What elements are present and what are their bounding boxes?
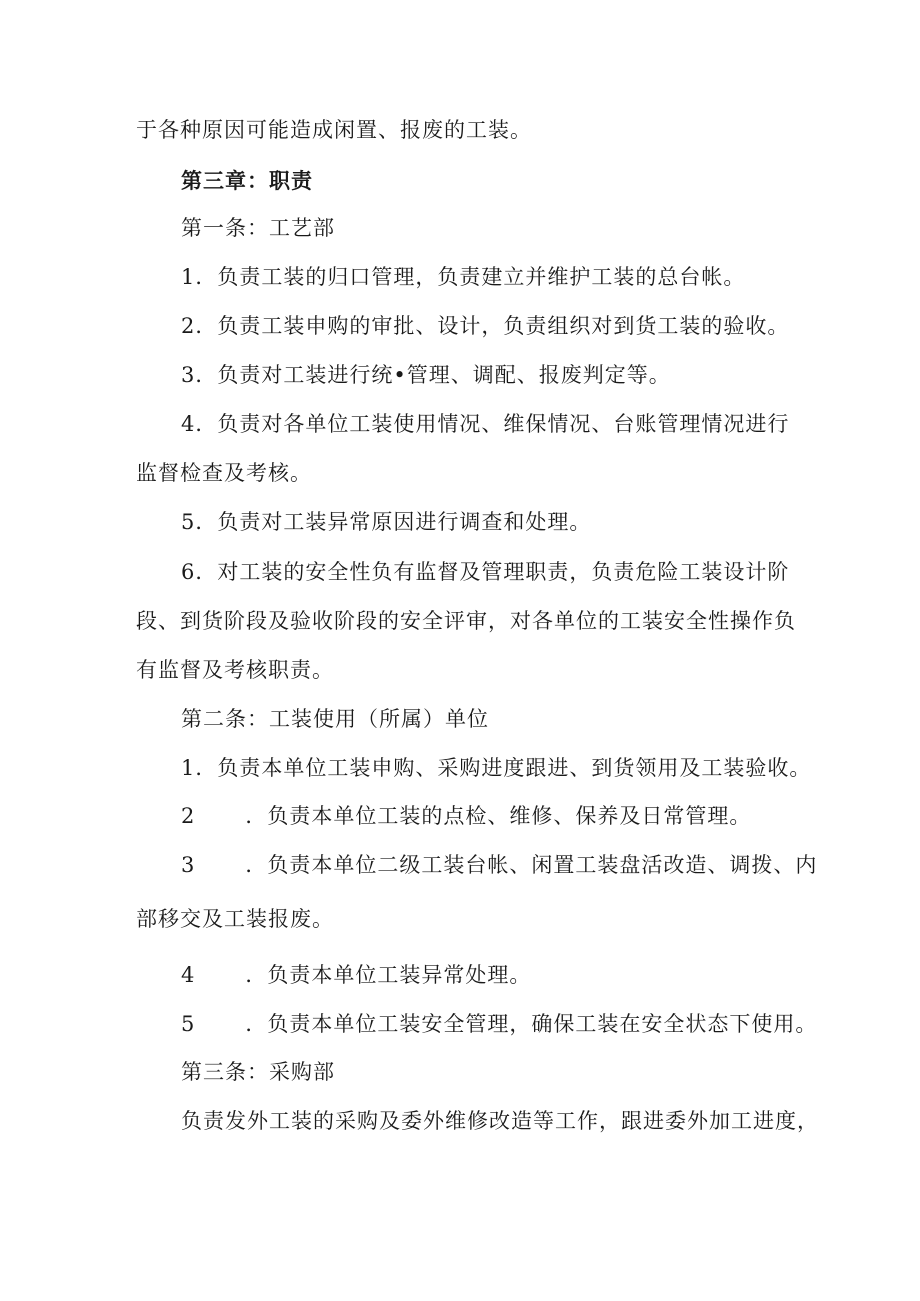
article1-item-continuation: 段、到货阶段及验收阶段的安全评审，对各单位的工装安全性操作负 (136, 609, 796, 633)
article1-item-continuation: 有监督及考核职责。 (136, 658, 334, 682)
item-number: 2 (181, 804, 196, 828)
item-number: 3 (181, 853, 196, 877)
article1-item: 3．负责对工装进行统•管理、调配、报废判定等。 (181, 363, 671, 387)
article1-item: 2．负责工装申购的审批、设计，负责组织对到货工装的验收。 (181, 314, 790, 338)
article2-item (181, 851, 817, 879)
article1-item: 5．负责对工装异常原因进行调查和处理。 (181, 510, 592, 534)
item-text: ．负责本单位工装异常处理。 (245, 963, 532, 987)
article1-title: 第一条：工艺部 (181, 216, 335, 240)
article2-item (181, 961, 531, 989)
article2-title: 第二条：工装使用（所属）单位 (181, 707, 489, 731)
item-text: ．负责本单位二级工装台帐、闲置工装盘活改造、调拨、内 (245, 853, 818, 877)
chapter-heading: 第三章：职责 (181, 169, 313, 193)
article1-item: 6．对工装的安全性负有监督及管理职责，负责危险工装设计阶 (181, 560, 790, 584)
article1-item: 1．负责工装的归口管理，负责建立并维护工装的总台帐。 (181, 265, 746, 289)
article3-title: 第三条：采购部 (181, 1060, 335, 1084)
article2-item (181, 1010, 817, 1038)
item-number: 5 (181, 1012, 196, 1036)
article2-item (181, 802, 751, 830)
article2-item: 1．负责本单位工装申购、采购进度跟进、到货领用及工装验收。 (181, 756, 812, 780)
article3-text: 负责发外工装的采购及委外维修改造等工作，跟进委外加工进度， (181, 1109, 819, 1133)
item-text: ．负责本单位工装的点检、维修、保养及日常管理。 (245, 804, 752, 828)
article1-item-continuation: 监督检查及考核。 (136, 461, 312, 485)
article2-item-continuation: 部移交及工装报废。 (136, 907, 334, 931)
continuation-text: 于各种原因可能造成闲置、报废的工装。 (136, 118, 532, 142)
item-text: ．负责本单位工装安全管理，确保工装在安全状态下使用。 (245, 1012, 818, 1036)
item-number: 4 (181, 963, 196, 987)
article1-item: 4．负责对各单位工装使用情况、维保情况、台账管理情况进行 (181, 412, 790, 436)
